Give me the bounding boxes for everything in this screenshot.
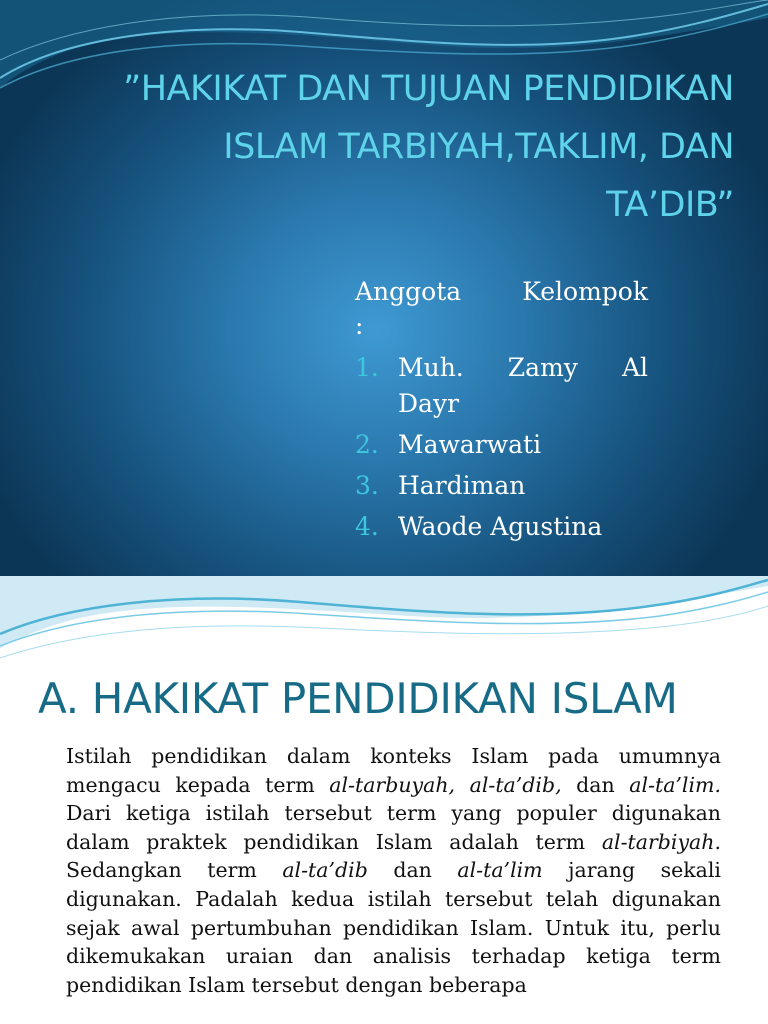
members-heading: Anggota Kelompok [355, 277, 648, 306]
member-name: Waode Agustina [398, 512, 603, 541]
text-run: dan [367, 858, 458, 883]
member-name: Hardiman [398, 471, 526, 500]
text-run: dan [561, 772, 630, 797]
list-item [355, 509, 648, 545]
body-paragraph [66, 742, 721, 999]
text-run: Istilah pendidikan dalam konteks Islam pada umumnya mengacu kepada term [66, 744, 721, 797]
members-colon: : [355, 311, 364, 340]
member-name [398, 350, 648, 422]
presentation-title [40, 60, 734, 234]
italic-term: al-tarbiyah [601, 829, 715, 854]
group-members [355, 274, 648, 550]
title-line-2: ISLAM TARBIYAH,TAKLIM, DAN [223, 127, 734, 167]
member-name: Mawarwati [398, 430, 542, 459]
member-name-line-2: Dayr [398, 389, 460, 418]
section-title: A. HAKIKAT PENDIDIKAN ISLAM [38, 674, 678, 723]
member-name-line-1: Muh. Zamy Al [398, 353, 648, 382]
content-slide [0, 576, 768, 1024]
italic-term: al-tarbuyah, al-ta’dib, [329, 772, 562, 797]
italic-term: al-ta’lim [457, 858, 543, 883]
italic-term: al-ta’lim. [629, 772, 721, 797]
list-number: 3. [355, 471, 379, 500]
members-list [355, 350, 648, 545]
list-item [355, 350, 648, 422]
text-run: jarang sekali digunakan. Padalah kedua istilah tersebut telah digunakan sejak awal pertumbuhan pendidikan Islam. Untuk itu, perlu dikemukakan uraian dan analisis terhadap ketiga term pendidikan Islam tersebut dengan beberapa [66, 858, 721, 997]
text-run: Dari ketiga istilah tersebut term yang populer digunakan dalam praktek pendidikan Islam adalah term [66, 801, 721, 854]
list-number: 2. [355, 430, 379, 459]
wave-decoration [0, 576, 768, 676]
text-run: . Sedangkan term [66, 829, 721, 883]
list-item [355, 468, 648, 504]
title-line-3: TA’DIB” [606, 185, 734, 225]
list-number: 4. [355, 512, 379, 541]
title-line-1: ”HAKIKAT DAN TUJUAN PENDIDIKAN [123, 69, 734, 109]
list-number: 1. [355, 353, 379, 382]
list-item [355, 427, 648, 463]
italic-term: al-ta’dib [282, 858, 368, 883]
